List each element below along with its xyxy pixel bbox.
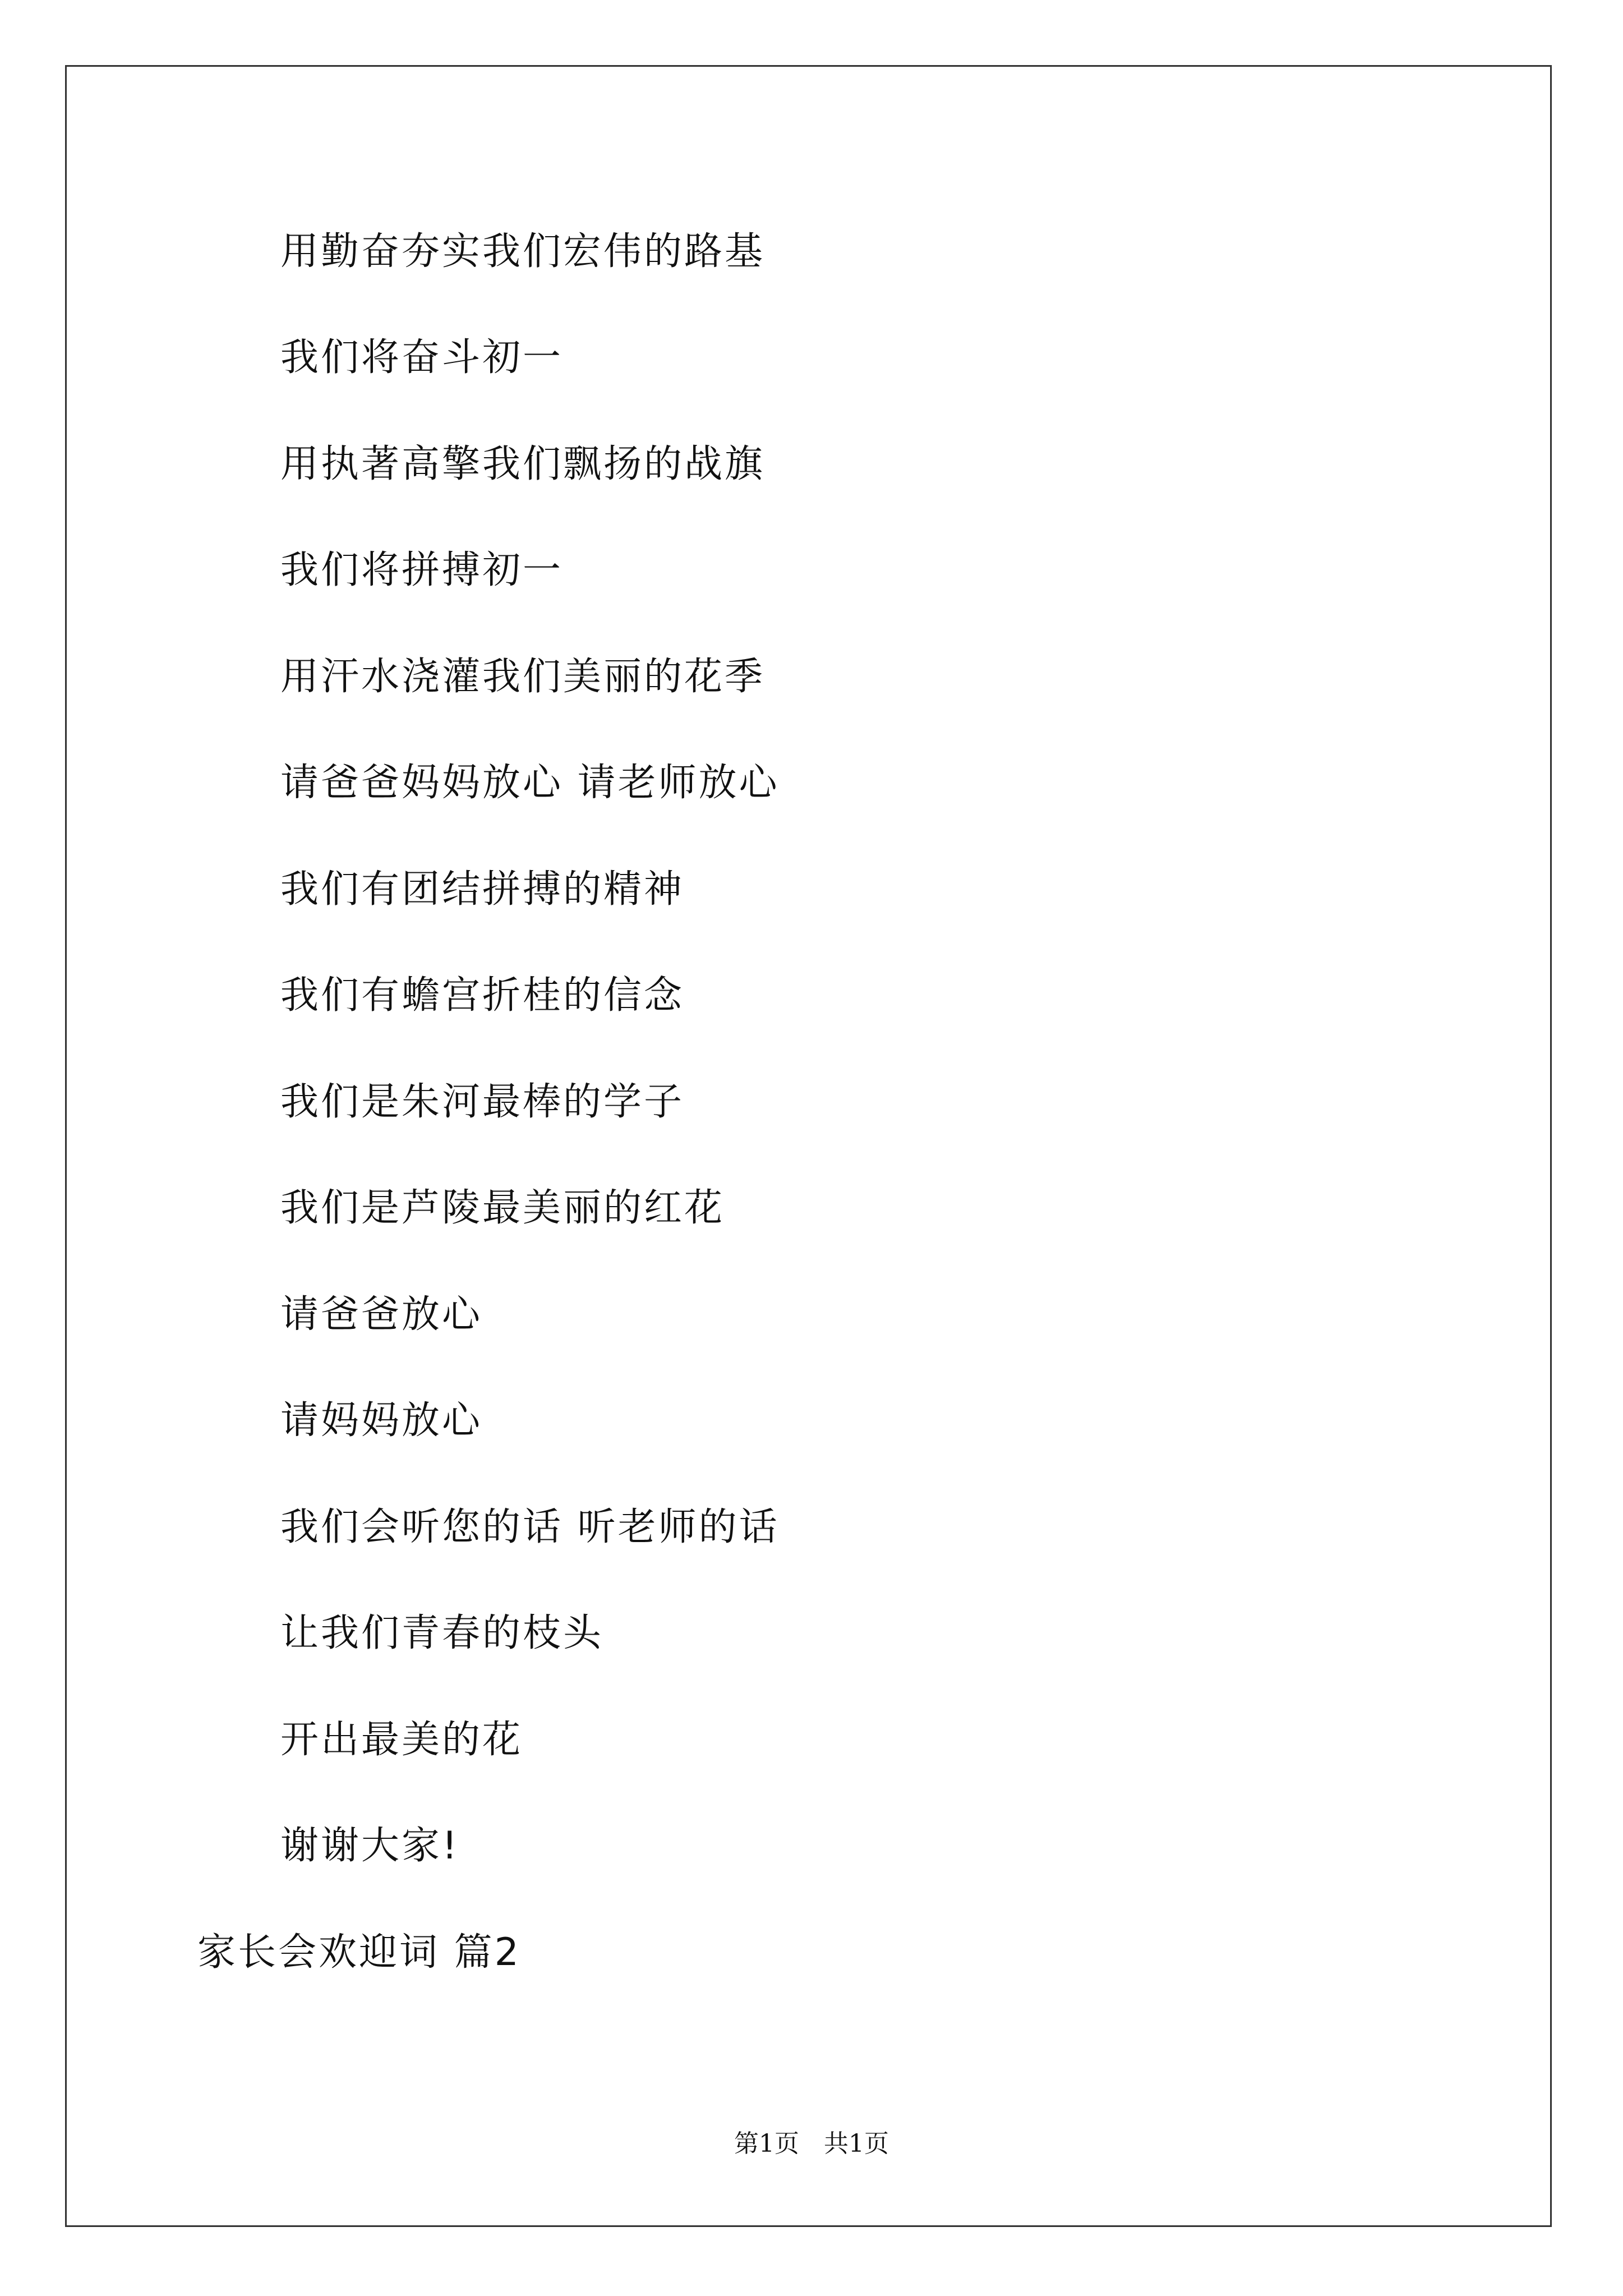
text-line: 用执著高擎我们飘扬的战旗 (280, 442, 766, 486)
text-line: 我们会听您的话 听老师的话 (280, 1505, 780, 1549)
section-heading: 家长会欢迎词 篇2 (197, 1930, 521, 1975)
text-line: 让我们青春的枝头 (280, 1611, 604, 1655)
text-line: 我们是朱河最棒的学子 (280, 1080, 685, 1124)
text-line: 请妈妈放心 (280, 1398, 483, 1443)
text-line: 用勤奋夯实我们宏伟的路基 (280, 229, 766, 274)
text-line: 谢谢大家! (280, 1824, 460, 1868)
text-line: 用汗水浇灌我们美丽的花季 (280, 655, 766, 699)
text-line: 开出最美的花 (280, 1718, 523, 1762)
text-line: 我们将奋斗初一 (280, 335, 564, 380)
page-number-footer: 第1页 共1页 (734, 2129, 889, 2158)
text-line: 我们有蟾宫折桂的信念 (280, 973, 685, 1018)
text-line: 我们是芦陵最美丽的红花 (280, 1186, 725, 1230)
text-line: 请爸爸放心 (280, 1292, 483, 1337)
text-line: 我们有团结拼搏的精神 (280, 867, 685, 912)
page-frame (65, 65, 1552, 2227)
text-line: 我们将拼搏初一 (280, 548, 564, 592)
text-line: 请爸爸妈妈放心 请老师放心 (280, 761, 780, 805)
